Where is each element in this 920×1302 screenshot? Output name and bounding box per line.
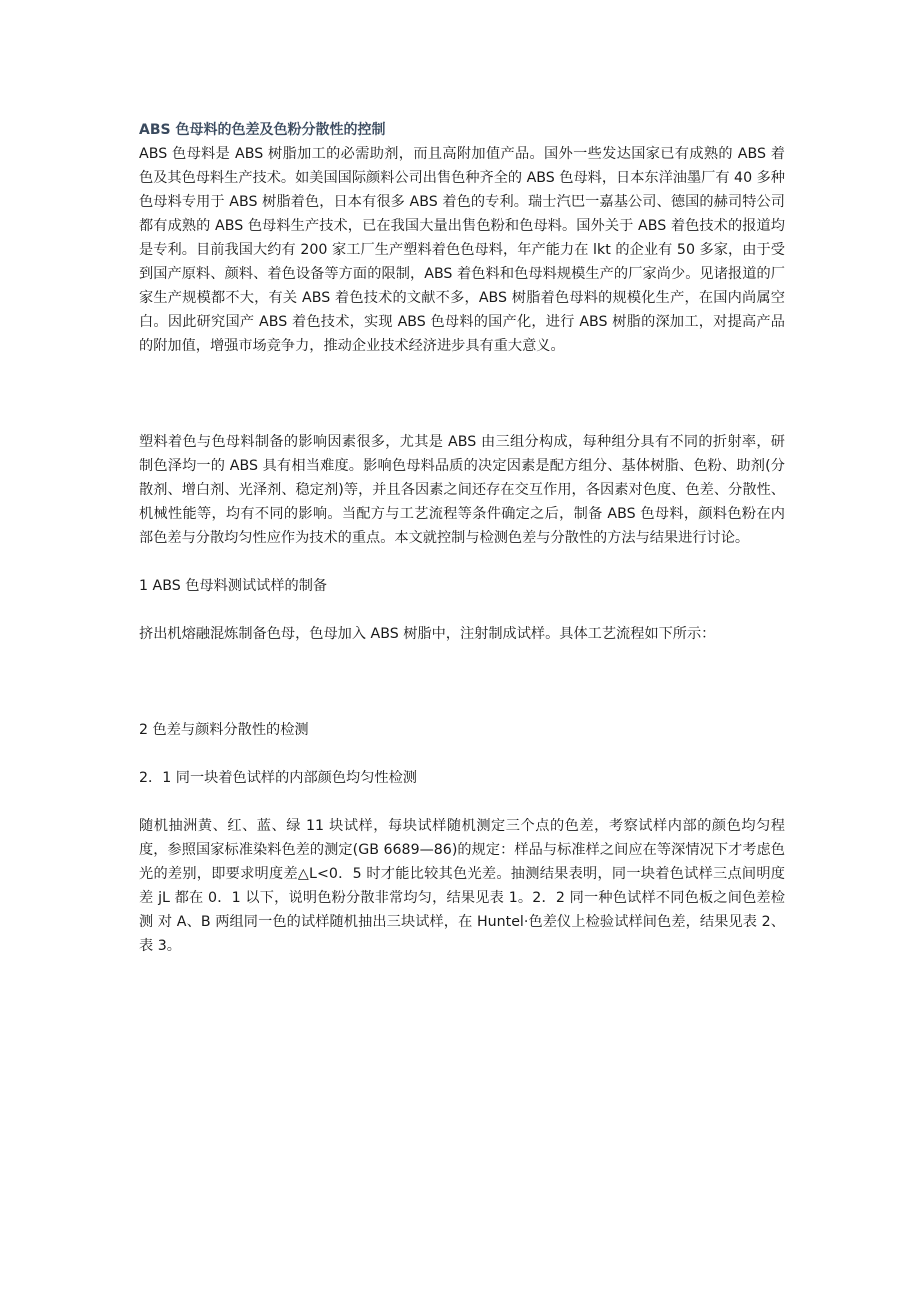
section-1-paragraph: 挤出机熔融混炼制备色母，色母加入 ABS 树脂中，注射制成试样。具体工艺流程如下所示： <box>139 626 716 642</box>
section-1-heading: 1 ABS 色母料测试试样的制备 <box>139 578 328 594</box>
section-2-heading: 2 色差与颜料分散性的检测 <box>139 722 309 738</box>
document-title: ABS 色母料的色差及色粉分散性的控制 <box>139 122 386 138</box>
intro-paragraph: ABS 色母料是 ABS 树脂加工的必需助剂，而且高附加值产品。国外一些发达国家已有成熟的 ABS 着色及其色母料生产技术。如美国国际颜料公司出售色种齐全的 ABS 色母料，日本东洋油墨厂有 40 多种色母料专用于 ABS 树脂着色，日本有很多 ABS 着色的专利。瑞士汽巴一嘉基公司、德国的赫司特公司都有成熟的 ABS 色母料生产技术，已在我国大量出售色粉和色母料。国外关于 ABS 着色技术的报道均是专利。目前我国大约有 200 家工厂生产塑料着色色母料，年产能力在 lkt 的企业有 50 多家，由于受到国产原料、颜料、着色设备等方面的限制，ABS 着色料和色母料规模生产的厂家尚少。见诸报道的厂家生产规模都不大，有关 ABS 着色技术的文献不多，ABS 树脂着色母料的规模化生产，在国内尚属空白。因此研究国产 ABS 着色技术，实现 ABS 色母料的国产化，进行 ABS 树脂的深加工，对提高产品的附加值，增强市场竞争力，推动企业技术经济进步具有重大意义。 <box>139 146 785 354</box>
section-2-1-heading: 2．1 同一块着色试样的内部颜色均匀性检测 <box>139 770 417 786</box>
factors-paragraph: 塑料着色与色母料制备的影响因素很多，尤其是 ABS 由三组分构成，每种组分具有不同的折射率，研制色泽均一的 ABS 具有相当难度。影响色母料品质的决定因素是配方组分、基体树脂、色粉、助剂(分散剂、增白剂、光泽剂、稳定剂)等，并且各因素之间还存在交互作用，各因素对色度、色差、分散性、机械性能等，均有不同的影响。当配方与工艺流程等条件确定之后，制备 ABS 色母料，颜料色粉在内部色差与分散均匀性应作为技术的重点。本文就控制与检测色差与分散性的方法与结果进行讨论。 <box>139 434 785 546</box>
document-page <box>139 118 785 958</box>
section-2-1-paragraph: 随机抽洲黄、红、蓝、绿 11 块试样，每块试样随机测定三个点的色差，考察试样内部的颜色均匀程度，参照国家标准染料色差的测定(GB 6689—86)的规定：样品与标准样之间应在等深情况下才考虑色光的差别，即要求明度差△L<0．5 时才能比较其色光差。抽测结果表明，同一块着色试样三点间明度差 jL 都在 0．1 以下，说明色粉分散非常均匀，结果见表 1。2．2 同一种色试样不同色板之间色差检测 对 A、B 两组同一色的试样随机抽出三块试样，在 Huntel·色差仪上检验试样间色差，结果见表 2、表 3。 <box>139 818 785 954</box>
